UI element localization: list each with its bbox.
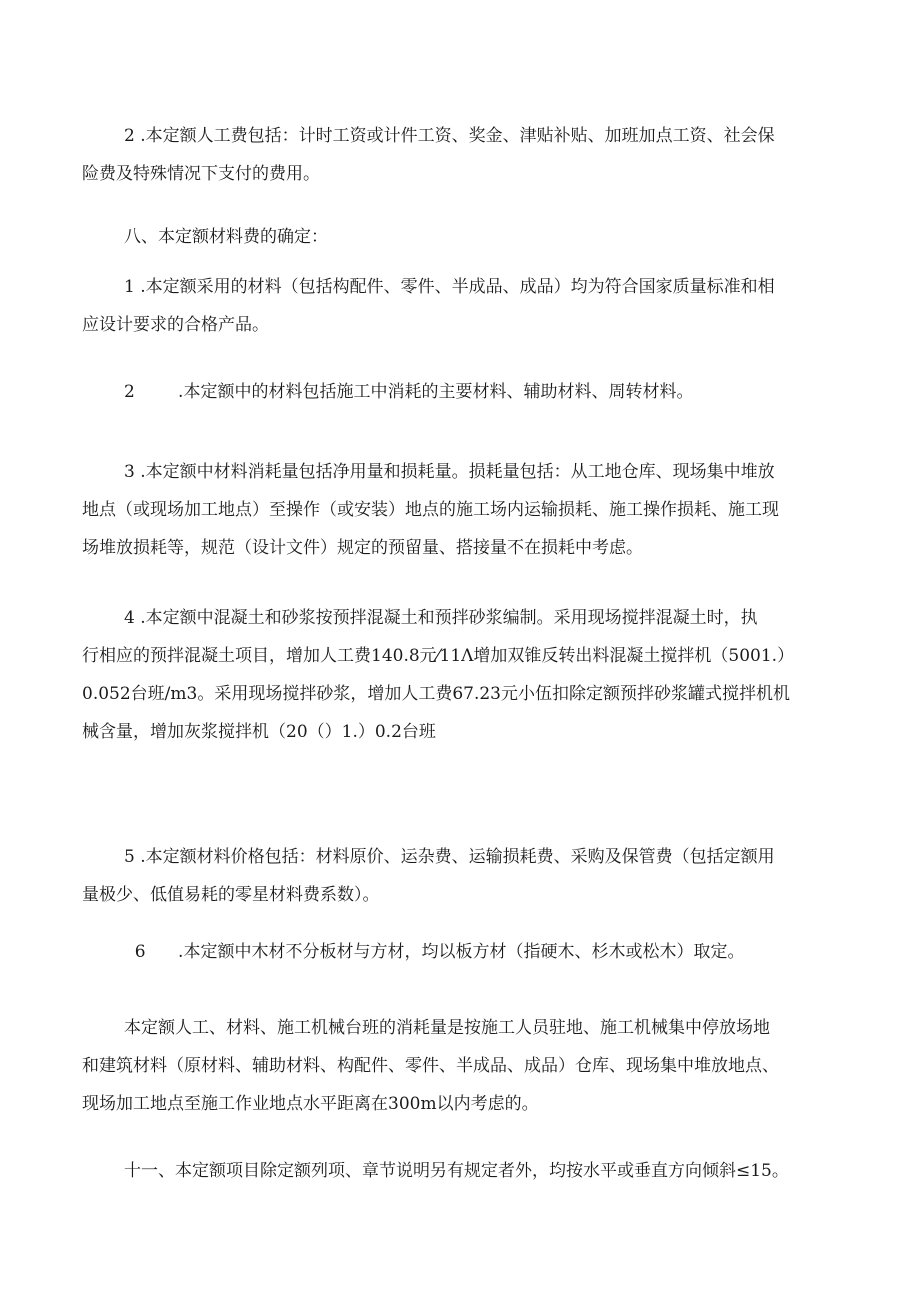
text-line: 0.052台班/m3。采用现场搅拌砂浆，增加人工费67.23元小伍扣除定额预拌砂浆罐式搅拌机机 xyxy=(82,684,790,704)
text-line: 量极少、低值易耗的零星材料费系数）。 xyxy=(82,885,380,905)
text-line: 2 .本定额中的材料包括施工中消耗的主要材料、辅助材料、周转材料。 xyxy=(124,382,694,402)
paragraph-material-price xyxy=(82,838,842,914)
text-line: 3 .本定额中材料消耗量包括净用量和损耗量。损耗量包括：从工地仓库、现场集中堆放 xyxy=(124,462,775,482)
section-heading-material-cost xyxy=(82,218,842,256)
paragraph-labor-cost xyxy=(82,117,842,193)
paragraph-materials-quality xyxy=(82,268,842,344)
paragraph-concrete-mortar xyxy=(82,599,842,751)
text-line: 4 .本定额中混凝土和砂浆按预拌混凝土和预拌砂浆编制。采用现场搅拌混凝土时，执 xyxy=(124,608,758,628)
section-heading-eleven xyxy=(82,1152,842,1190)
text-line: 险费及特殊情况下支付的费用。 xyxy=(82,164,320,184)
text-line: 八、本定额材料费的确定： xyxy=(124,227,328,247)
text-line: 应设计要求的合格产品。 xyxy=(82,315,269,335)
text-line: 2 .本定额人工费包括：计时工资或计件工资、奖金、津贴补贴、加班加点工资、社会保 xyxy=(124,126,775,146)
text-line: 现场加工地点至施工作业地点水平距离在300m以内考虑的。 xyxy=(82,1094,539,1114)
paragraph-timber xyxy=(82,933,842,971)
text-line: 1 .本定额采用的材料（包括构配件、零件、半成品、成品）均为符合国家质量标准和相 xyxy=(124,277,775,297)
text-line: 十一、本定额项目除定额列项、章节说明另有规定者外，均按水平或垂直方向倾斜≤15。 xyxy=(124,1161,789,1181)
text-line: 行相应的预拌混凝土项目，增加人工费140.8元⁄11Λ增加双锥反转出料混凝土搅拌机（5001.） xyxy=(82,646,795,666)
paragraph-transport-distance xyxy=(82,1009,842,1123)
text-line: 和建筑材料（原材料、辅助材料、构配件、零件、半成品、成品）仓库、现场集中堆放地点、 xyxy=(82,1056,779,1076)
text-line: 地点（或现场加工地点）至操作（或安装）地点的施工场内运输损耗、施工操作损耗、施工现 xyxy=(82,500,779,520)
text-line: 械含量，增加灰浆搅拌机（20（）1.）0.2台班 xyxy=(82,722,436,742)
text-line: 本定额人工、材料、施工机械台班的消耗量是按施工人员驻地、施工机械集中停放场地 xyxy=(124,1018,770,1038)
text-line: 场堆放损耗等，规范（设计文件）规定的预留量、搭接量不在损耗中考虑。 xyxy=(82,538,643,558)
paragraph-materials-types xyxy=(82,373,842,411)
text-line: 6 .本定额中木材不分板材与方材，均以板方材（指硬木、杉木或松木）取定。 xyxy=(124,942,745,962)
paragraph-material-consumption xyxy=(82,453,842,567)
text-line: 5 .本定额材料价格包括：材料原价、运杂费、运输损耗费、采购及保管费（包括定额用 xyxy=(124,847,775,867)
